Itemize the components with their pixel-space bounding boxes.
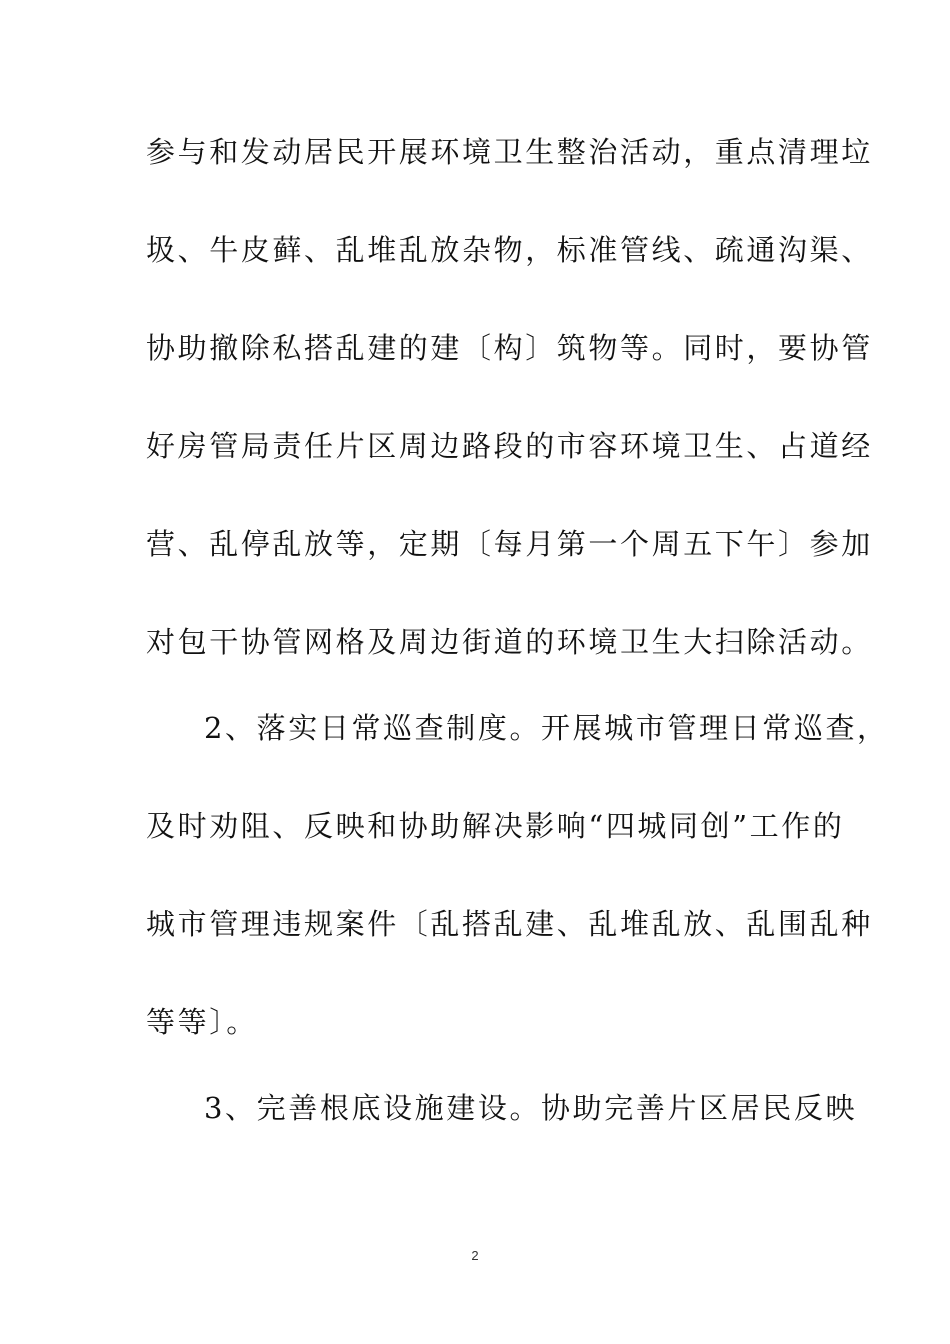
- text-line: 好房管局责任片区周边路段的市容环境卫生、占道经: [146, 429, 873, 463]
- paragraph-start-line: 2、落实日常巡查制度。开展城市管理日常巡查，: [204, 711, 889, 745]
- page-number: 2: [471, 1248, 479, 1263]
- text-line: 对包干协管网格及周边街道的环境卫生大扫除活动。: [146, 625, 873, 659]
- text-line: 协助撤除私搭乱建的建〔构〕筑物等。同时，要协管: [146, 331, 873, 365]
- text-line: 参与和发动居民开展环境卫生整治活动，重点清理垃: [146, 135, 873, 169]
- paragraph-start-line: 3、完善根底设施建设。协助完善片区居民反映: [204, 1091, 858, 1125]
- text-line: 城市管理违规案件〔乱搭乱建、乱堆乱放、乱围乱种: [146, 907, 873, 941]
- text-line: 等等〕。: [146, 1005, 258, 1039]
- text-line: 圾、牛皮藓、乱堆乱放杂物，标准管线、疏通沟渠、: [146, 233, 873, 267]
- text-line: 及时劝阻、反映和协助解决影响“四城同创”工作的: [146, 809, 845, 843]
- text-line: 营、乱停乱放等，定期〔每月第一个周五下午〕参加: [146, 527, 873, 561]
